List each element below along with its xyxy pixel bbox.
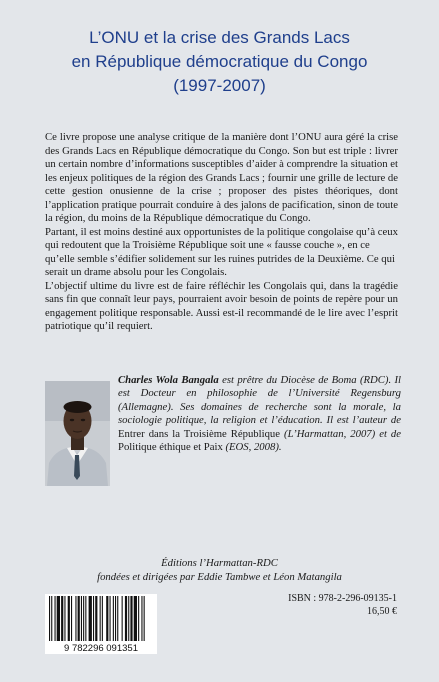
barcode-bar xyxy=(95,596,97,641)
author-book-title-1: Entrer dans la Troisième République xyxy=(118,427,281,440)
barcode-bar xyxy=(55,596,56,641)
barcode-bar xyxy=(117,596,118,641)
barcode-bar xyxy=(110,596,111,641)
barcode-bar xyxy=(75,596,76,641)
barcode-bar xyxy=(89,596,92,641)
author-book-publisher-1: (L’Harmattan, 2007) et de xyxy=(280,427,401,440)
barcode-bar xyxy=(85,596,86,641)
author-bio-text: est prêtre du Diocèse de Boma (RDC). Il est Docteur en philosophie de l’Université Regensburg (Allemagne). Ses domaines de recherche sont la morale, la sociologie politique, la religion et l’éducation. Il est l’auteur de xyxy=(118,374,401,427)
description-paragraph-2: Partant, il est moins destiné aux opportunistes de la politique congolaise qu’à ceux qui redoutent que la Troisième République soit une « fausse couche », en ce qu’elle semble s’édifier solidement sur les ruines putrides de la Deuxième. Ce qui serait un drame absolu pour les Congolais. xyxy=(45,225,398,278)
author-name: Charles Wola Bangala xyxy=(118,374,219,386)
barcode-bar xyxy=(128,596,129,641)
book-title xyxy=(0,26,439,98)
isbn-number: ISBN : 978-2-296-09135-1 xyxy=(288,593,397,604)
barcode-bar xyxy=(122,596,123,641)
barcode-bar xyxy=(68,596,70,641)
author-portrait-image xyxy=(45,381,110,486)
author-book-title-2: Politique éthique et Paix xyxy=(118,441,223,454)
barcode-image xyxy=(45,594,157,654)
barcode-bar xyxy=(125,596,127,641)
book-description xyxy=(45,131,398,334)
barcode-bar xyxy=(113,596,114,641)
barcode-bar xyxy=(78,596,80,641)
barcode-bar xyxy=(100,596,101,641)
publisher-info xyxy=(0,556,439,584)
barcode-bar xyxy=(134,596,137,641)
author-photo xyxy=(45,381,110,486)
description-paragraph-3: L’objectif ultime du livre est de faire réfléchir les Congolais qui, dans la tragédie sans fin que connaît leur pays, pourraient avoir besoin de points de repère pour un engagement politique responsable. Aussi est-il recommandé de le lire avec l’esprit patriotique qu’il requiert. xyxy=(45,279,398,332)
barcode-digits: 9 782296 091351 xyxy=(64,643,138,654)
barcode-bar xyxy=(144,596,145,641)
isbn-barcode xyxy=(45,594,157,654)
title-line-1: L’ONU et la crise des Grands Lacs xyxy=(89,28,350,47)
barcode-bar xyxy=(115,596,116,641)
barcode-bar xyxy=(64,596,65,641)
barcode-bar xyxy=(102,596,103,641)
barcode-bar xyxy=(130,596,132,641)
description-paragraph-1: Ce livre propose une analyse critique de la manière dont l’ONU aura géré la crise des Grands Lacs en République démocratique du Congo. Son but est triple : livrer un certain nombre d’informations susceptibles d’aider à comprendre la situation et les enjeux politiques de la région des Grands Lacs ; fournir une grille de lecture de cette gestion onusienne de la crise ; proposer des pistes théoriques, dont l’application pratique pourrait conduire à des jalons de pacification, sinon de toute la région, du moins de la République démocratique du Congo. xyxy=(45,131,398,224)
barcode-bar xyxy=(106,596,108,641)
barcode-bar xyxy=(57,596,60,641)
barcode-bar xyxy=(93,596,94,641)
barcode-bar xyxy=(141,596,142,641)
author-bio xyxy=(118,374,401,454)
barcode-bar xyxy=(138,596,139,641)
barcode-bar xyxy=(71,596,72,641)
barcode-bar xyxy=(49,596,50,641)
price: 16,50 € xyxy=(367,606,397,617)
title-line-3: (1997-2007) xyxy=(173,76,266,95)
barcode-bar xyxy=(51,596,52,641)
isbn-price-block xyxy=(288,592,397,618)
publisher-name: Éditions l’Harmattan-RDC xyxy=(161,557,278,569)
title-line-2: en République démocratique du Congo xyxy=(71,52,368,71)
barcode-bar xyxy=(61,596,63,641)
barcode-bar xyxy=(83,596,84,641)
barcode-bar xyxy=(81,596,82,641)
publisher-founders: fondées et dirigées par Eddie Tambwe et Léon Matangila xyxy=(97,571,342,583)
author-book-publisher-2: (EOS, 2008). xyxy=(222,441,282,454)
